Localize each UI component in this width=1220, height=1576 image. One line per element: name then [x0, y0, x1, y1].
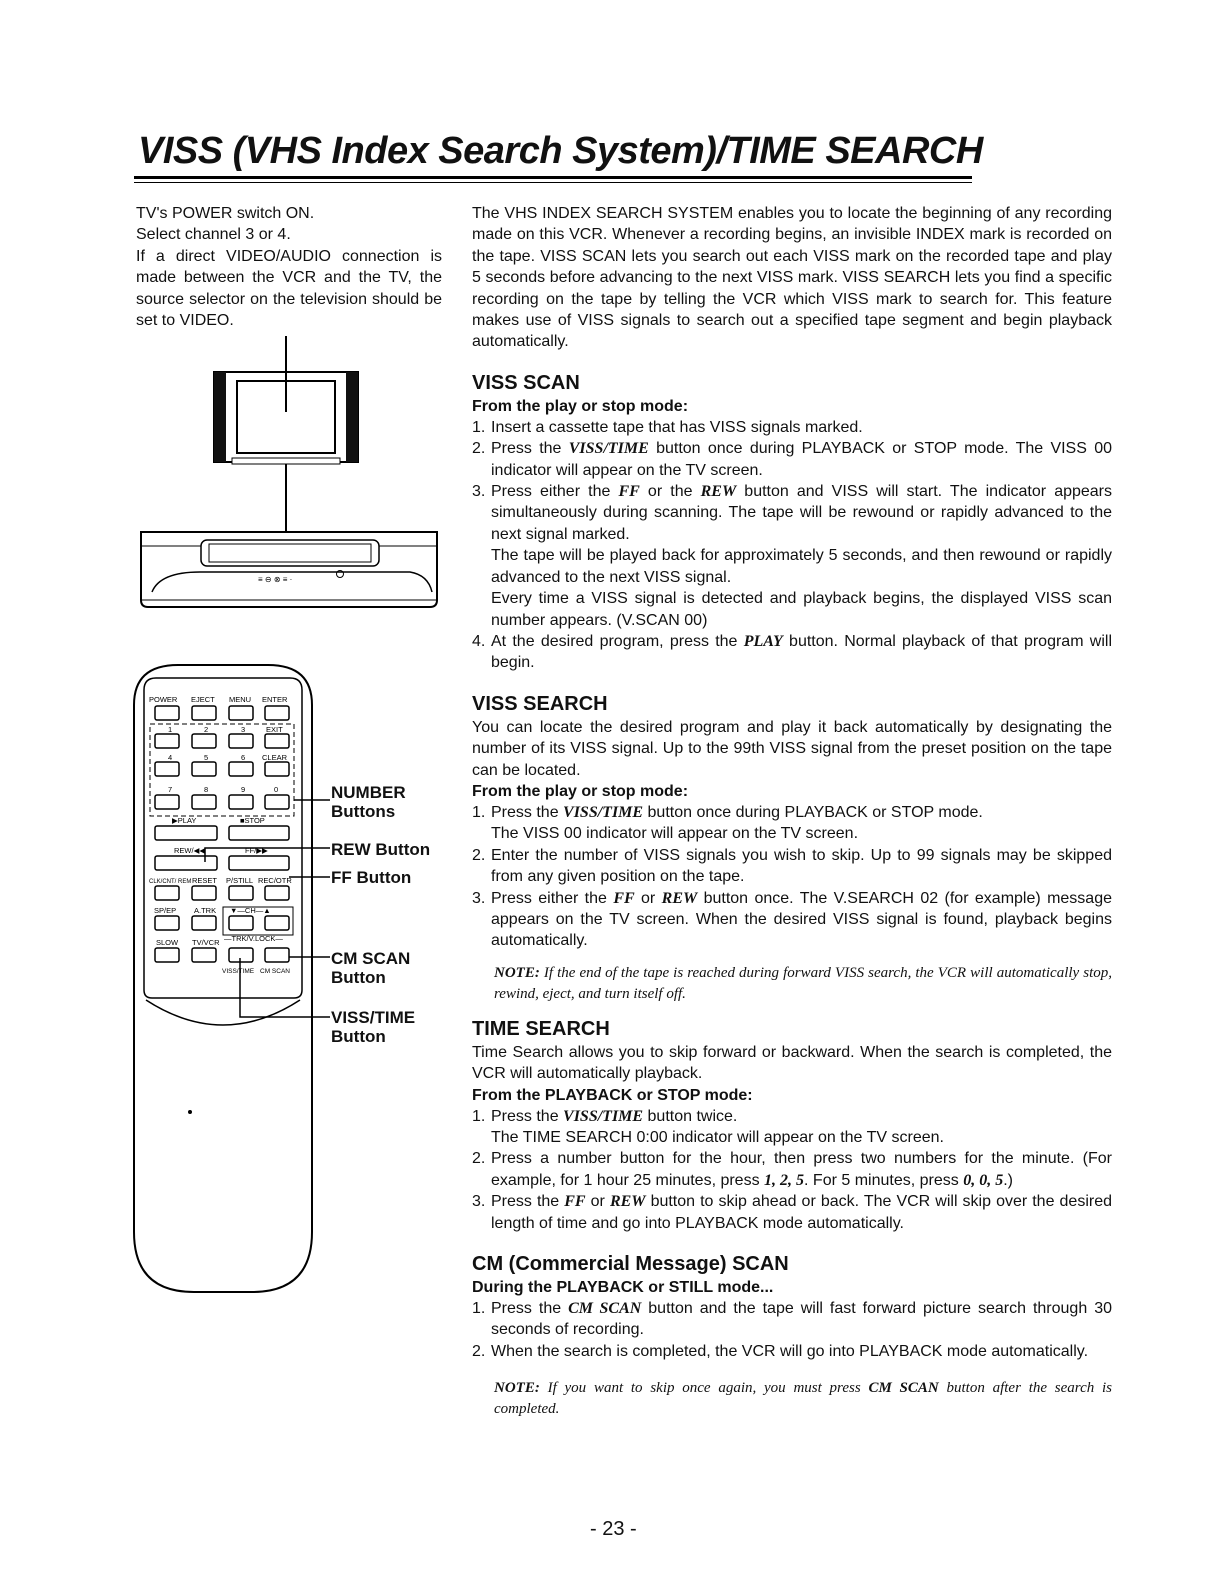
- viss-search-note: [472, 963, 1112, 1005]
- cm-callout-line2: Button: [331, 968, 386, 987]
- time-search-section: [472, 1016, 1112, 1234]
- key-reset-label: RESET: [192, 876, 218, 885]
- key-4-label: 4: [168, 753, 173, 762]
- note-text: button after the search is completed.: [494, 1380, 1112, 1418]
- step-number: 1.: [472, 803, 486, 821]
- step-text: button and the tape will fast forward picture search through 30 seconds of recording.: [491, 1300, 1112, 1339]
- key-1-label: 1: [168, 725, 173, 734]
- cm-scan-button-callout: [331, 949, 410, 987]
- step-text: button. Normal playback of that program will begin.: [491, 632, 1112, 672]
- key-9-label: 9: [241, 785, 246, 794]
- key-spep-label: SP/EP: [154, 906, 177, 915]
- cm-callout-line1: CM SCAN: [331, 949, 411, 968]
- step-number: 1.: [472, 418, 486, 436]
- list-item: [472, 438, 1112, 481]
- step-text: At the desired program, press the: [491, 632, 744, 650]
- step-number: 3.: [472, 889, 486, 907]
- key-visstime-label: VISS/TIME: [222, 968, 255, 975]
- step-text: Press the: [491, 803, 564, 821]
- step-text: button once during PLAYBACK or STOP mode.: [643, 803, 983, 821]
- key-rew-label: REW/◀◀: [174, 846, 206, 855]
- key-8-label: 8: [204, 785, 209, 794]
- cm-scan-heading: CM (Commercial Message) SCAN: [472, 1253, 789, 1276]
- list-item: [472, 631, 1112, 674]
- step-number: 2.: [472, 846, 486, 864]
- list-item: [472, 1298, 1112, 1341]
- key-clear-label: CLEAR: [262, 753, 288, 762]
- step-number: 1.: [472, 1107, 486, 1125]
- viss-search-mode: From the play or stop mode:: [472, 782, 689, 800]
- rew-button-ref: REW: [661, 889, 698, 907]
- key-enter-label: ENTER: [262, 695, 288, 704]
- ff-button-callout: FF Button: [331, 868, 412, 887]
- cm-scan-mode: During the PLAYBACK or STILL mode...: [472, 1279, 774, 1297]
- key-pstill-label: P/STILL: [226, 876, 254, 885]
- step-number: 2.: [472, 1342, 486, 1360]
- vcr-icon: [141, 532, 437, 607]
- viss-scan-heading: VISS SCAN: [472, 371, 580, 394]
- step-text: Press the: [491, 440, 569, 458]
- step-number: 2.: [472, 1150, 486, 1168]
- key-play-label: ▶PLAY: [172, 816, 197, 825]
- key-ff-label: FF/▶▶: [245, 846, 268, 855]
- ff-button-ref: FF: [618, 483, 640, 501]
- key-sequence-ref: 1, 2, 5: [764, 1171, 805, 1189]
- cm-scan-section: [472, 1251, 1112, 1420]
- key-tvvcr-label: TV/VCR: [192, 938, 220, 947]
- step-text: The TIME SEARCH 0:00 indicator will appear on the TV screen.: [491, 1129, 944, 1146]
- cm-scan-note: [472, 1378, 1112, 1420]
- step-number: 3.: [472, 483, 486, 501]
- time-search-steps: [472, 1106, 1112, 1234]
- viss-time-button-ref: VISS/TIME: [568, 440, 649, 458]
- page-title: VISS (VHS Index Search System)/TIME SEARCH: [138, 130, 983, 172]
- key-7-label: 7: [168, 785, 173, 794]
- list-item: [472, 888, 1112, 952]
- list-item: [472, 1106, 1112, 1149]
- viss-callout-line2: Button: [331, 1027, 386, 1046]
- step-text: Insert a cassette tape that has VISS signals marked.: [491, 418, 863, 436]
- key-sequence-ref: 0, 0, 5: [963, 1171, 1004, 1189]
- key-cmscan-label: CM SCAN: [260, 968, 290, 975]
- number-callout-line1: NUMBER: [331, 783, 406, 802]
- number-buttons-callout: [331, 783, 406, 821]
- step-text: button to skip ahead or back. The VCR will skip over the desired length of time and go into PLAYBACK mode automatically.: [491, 1193, 1113, 1232]
- cm-scan-button-ref: CM SCAN: [868, 1380, 939, 1397]
- step-text: Press a number button for the hour, then press two numbers for the minute. (For example, for 1 hour 25 minutes, press: [491, 1150, 1112, 1189]
- list-item: [472, 1341, 1112, 1362]
- step-text: Every time a VISS signal is detected and playback begins, the displayed VISS scan number appears. (V.SCAN 00): [491, 590, 1112, 629]
- viss-time-button-callout: [331, 1008, 415, 1046]
- viss-search-steps: [472, 802, 1112, 952]
- list-item: [472, 417, 1112, 438]
- key-2-label: 2: [204, 725, 209, 734]
- step-text: Enter the number of VISS signals you wish to skip. Up to 99 signals may be skipped from any given position on the tape.: [491, 846, 1112, 886]
- key-count-label: CLK/CNT/ REM: [149, 879, 192, 885]
- step-text: When the search is completed, the VCR will go into PLAYBACK mode automatically.: [491, 1342, 1089, 1360]
- time-search-intro: Time Search allows you to skip forward or backward. When the search is completed, the VCR will automatically playback.: [472, 1043, 1112, 1083]
- note-label: NOTE:: [494, 964, 540, 981]
- main-instructions: [472, 203, 1112, 1420]
- step-text: button and VISS will start. The indicator appears simultaneously during scanning. The tape will be rewound or rapidly advanced to the next signal marked.: [491, 483, 1113, 543]
- step-text: or: [585, 1193, 610, 1211]
- key-recotr-label: REC/OTR: [258, 876, 292, 885]
- step-text: The VISS 00 indicator will appear on the TV screen.: [491, 825, 859, 843]
- cm-scan-button-ref: CM SCAN: [568, 1300, 642, 1318]
- tv-icon: [214, 336, 358, 464]
- step-text: or: [634, 889, 662, 907]
- step-number: 3.: [472, 1193, 486, 1211]
- cm-scan-steps: [472, 1298, 1112, 1362]
- step-text: button once during PLAYBACK or STOP mode. The VISS 00 indicator will appear on the TV screen.: [491, 440, 1113, 479]
- step-text: Press the: [491, 1107, 564, 1125]
- step-text: or the: [639, 483, 701, 501]
- viss-search-heading: VISS SEARCH: [472, 692, 608, 715]
- step-text: Press the: [491, 1300, 569, 1318]
- viss-scan-steps: [472, 417, 1112, 674]
- setup-line-channel: Select channel 3 or 4.: [136, 226, 291, 244]
- step-text: .): [1003, 1171, 1013, 1189]
- viss-search-section: [472, 691, 1112, 1005]
- key-trkv-label: —TRK/V.LOCK—: [224, 934, 283, 943]
- step-number: 2.: [472, 440, 486, 458]
- step-text: . For 5 minutes, press: [804, 1171, 964, 1189]
- note-text: If the end of the tape is reached during forward VISS search, the VCR will automatically stop, rewind, eject, and turn itself off.: [494, 964, 1112, 1002]
- list-item: [472, 481, 1112, 631]
- setup-line-power: TV's POWER switch ON.: [136, 205, 315, 222]
- viss-scan-section: [472, 370, 1112, 674]
- list-item: [472, 1148, 1112, 1191]
- step-text: The tape will be played back for approximately 5 seconds, and then rewound or rapidly advanced to the next VISS signal.: [491, 547, 1112, 586]
- key-slow-label: SLOW: [156, 938, 179, 947]
- ff-button-ref: FF: [613, 889, 635, 907]
- list-item: [472, 802, 1112, 845]
- step-text: Press either the: [491, 483, 619, 501]
- list-item: [472, 1191, 1112, 1234]
- step-text: button twice.: [643, 1107, 738, 1125]
- step-text: button once. The V.SEARCH 02 (for example) message appears on the TV screen. When the desired VISS signal is found, playback begins automatically.: [491, 889, 1113, 950]
- step-number: 4.: [472, 632, 486, 650]
- key-6-label: 6: [241, 753, 246, 762]
- key-power-label: POWER: [149, 695, 178, 704]
- note-label: NOTE:: [494, 1380, 540, 1397]
- step-text: Press either the: [491, 889, 614, 907]
- viss-intro-paragraph: The VHS INDEX SEARCH SYSTEM enables you to locate the beginning of any recording made on this VCR. Whenever a recording begins, an invisible INDEX mark is recorded on the tape. VISS SCAN lets you search out each VISS mark on the recorded tape and play 5 seconds before advancing to the next VISS mark. VISS SEARCH lets you find a specific recording on the tape by telling the VCR which VISS mark to search for. This feature makes use of VISS signals to search out a specified tape segment and begin playback automatically.: [472, 205, 1112, 351]
- viss-search-intro: You can locate the desired program and play it back automatically by designating the number of its VISS signal. Up to the 99th VISS signal from the preset position on the tape can be located.: [472, 718, 1112, 779]
- rew-button-ref: REW: [700, 483, 737, 501]
- list-item: [472, 845, 1112, 888]
- ff-button-ref: FF: [564, 1193, 586, 1211]
- key-atrk-label: A.TRK: [194, 906, 217, 915]
- viss-callout-line1: VISS/TIME: [331, 1008, 416, 1027]
- step-text: Press the: [491, 1193, 565, 1211]
- key-menu-label: MENU: [229, 695, 252, 704]
- svg-text:≡ ⊖ ⊗ ≡ ·: ≡ ⊖ ⊗ ≡ ·: [258, 575, 293, 584]
- viss-time-button-ref: VISS/TIME: [563, 1107, 644, 1125]
- key-exit-label: EXIT: [266, 725, 283, 734]
- page-number: - 23 -: [590, 1518, 637, 1540]
- setup-line-video: If a direct VIDEO/AUDIO connection is made between the VCR and the TV, the source selector on the television should be set to VIDEO.: [136, 247, 442, 330]
- key-ch-label: ▼—CH—▲: [230, 906, 271, 915]
- viss-time-button-ref: VISS/TIME: [563, 803, 644, 821]
- time-search-heading: TIME SEARCH: [472, 1017, 610, 1040]
- rew-button-callout: REW Button: [331, 840, 431, 859]
- key-stop-label: ■STOP: [240, 816, 265, 825]
- key-eject-label: EJECT: [191, 695, 215, 704]
- viss-scan-mode: From the play or stop mode:: [472, 397, 689, 415]
- note-text: If you want to skip once again, you must press: [539, 1380, 869, 1397]
- key-5-label: 5: [204, 753, 209, 762]
- number-callout-line2: Buttons: [331, 802, 396, 821]
- key-3-label: 3: [241, 725, 246, 734]
- step-number: 1.: [472, 1300, 486, 1318]
- rew-button-ref: REW: [609, 1193, 646, 1211]
- key-0-label: 0: [274, 785, 279, 794]
- time-search-mode: From the PLAYBACK or STOP mode:: [472, 1086, 753, 1104]
- play-button-ref: PLAY: [743, 632, 783, 650]
